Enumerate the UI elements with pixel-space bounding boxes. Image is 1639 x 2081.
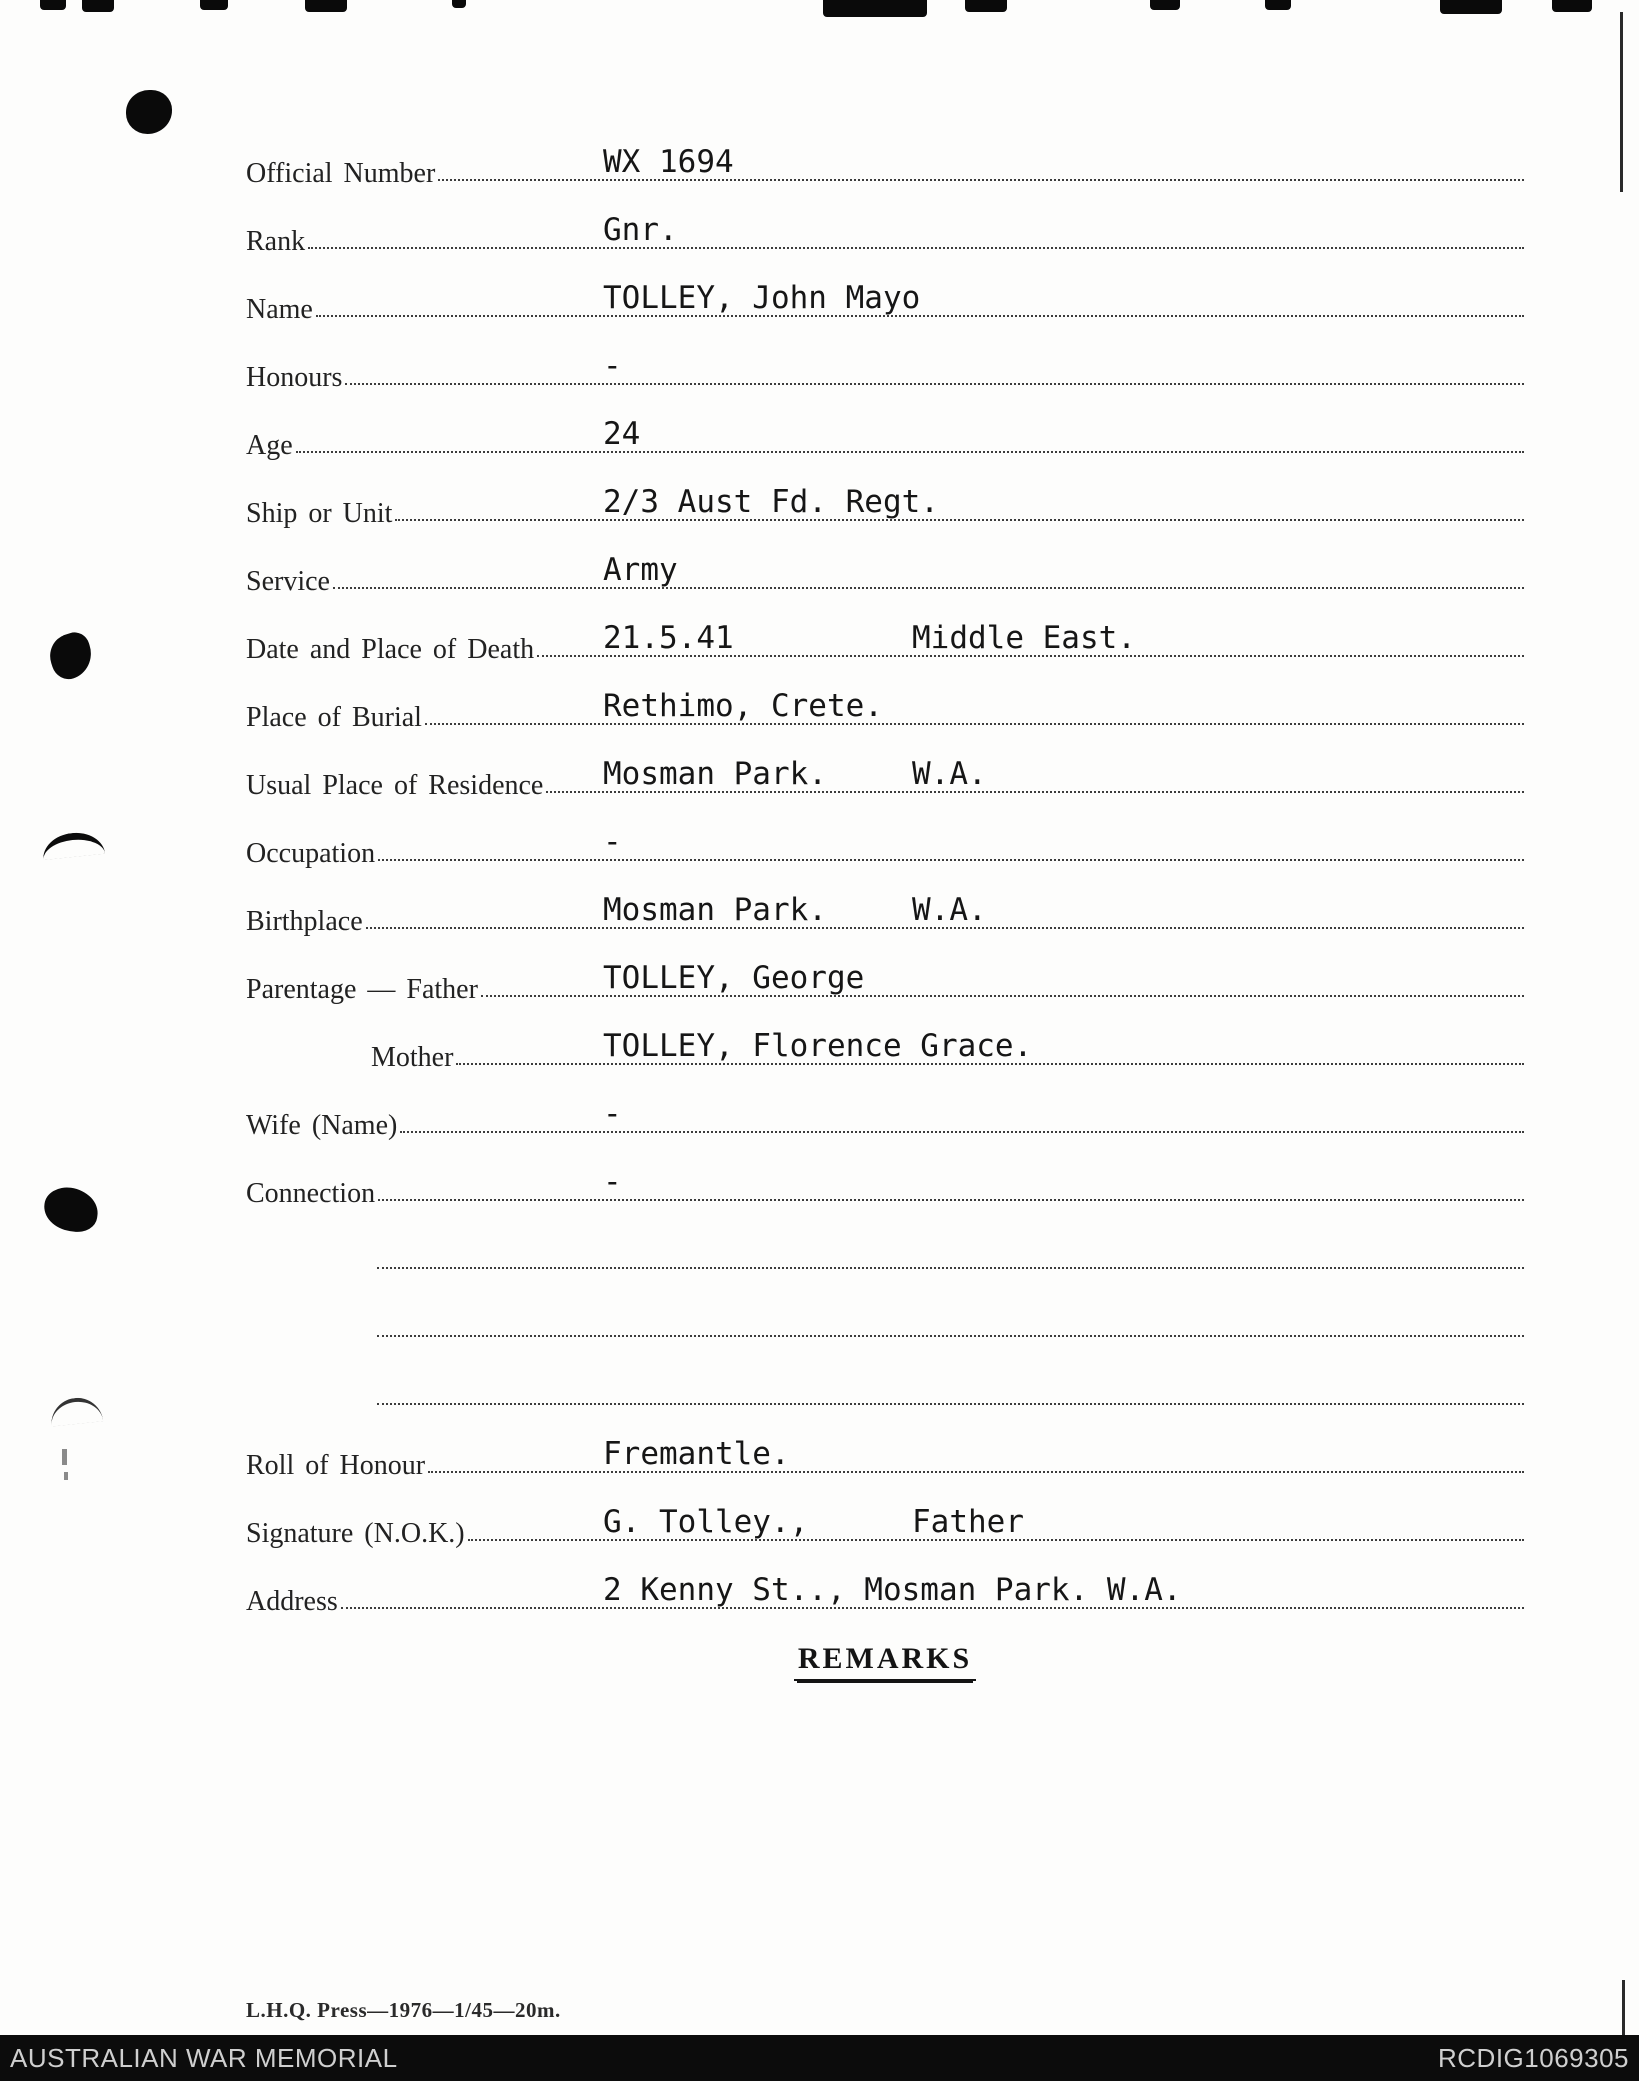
film-mark [823, 0, 927, 17]
dotted-leader [428, 1471, 1524, 1473]
field-value-secondary: W.A. [912, 892, 987, 928]
field-label: Date and Place of Death [246, 633, 535, 665]
form-row [246, 460, 1524, 528]
archive-footer-bar [0, 2035, 1639, 2081]
film-mark [305, 0, 347, 12]
field-label: Official Number [246, 157, 436, 189]
field-value: - [603, 824, 622, 860]
dotted-leader [296, 451, 1524, 453]
field-label: Wife (Name) [246, 1109, 398, 1141]
ink-smudge [41, 830, 105, 860]
ink-blot [44, 629, 98, 684]
form-row [246, 324, 1524, 392]
field-value: 21.5.41 [603, 620, 734, 656]
field-value: 24 [603, 416, 641, 452]
pencil-mark [64, 1472, 68, 1480]
dotted-leader [377, 1267, 1524, 1269]
dotted-leader [333, 587, 1524, 589]
field-label: Occupation [246, 837, 376, 869]
form-row [246, 664, 1524, 732]
pencil-mark [62, 1449, 67, 1465]
field-label: Age [246, 429, 293, 461]
form-row [246, 1548, 1524, 1616]
field-label: Ship or Unit [246, 497, 393, 529]
film-mark [1265, 0, 1291, 10]
field-value: Army [603, 552, 678, 588]
field-value: - [603, 1164, 622, 1200]
form-row [246, 188, 1524, 256]
field-label: Place of Burial [246, 701, 422, 733]
field-value: G. Tolley., [603, 1504, 809, 1540]
field-value-secondary: W.A. [912, 756, 987, 792]
dotted-leader [378, 859, 1524, 861]
field-value: TOLLEY, Florence Grace. [603, 1028, 1033, 1064]
field-label: Connection [246, 1177, 376, 1209]
field-value-secondary: Middle East. [912, 620, 1136, 656]
film-mark [200, 0, 228, 10]
ink-blot [126, 90, 172, 134]
field-label: Roll of Honour [246, 1449, 426, 1481]
field-value: - [603, 1096, 622, 1132]
form-row [246, 120, 1524, 188]
casualty-form [246, 120, 1524, 1681]
form-row [246, 256, 1524, 324]
film-mark [452, 0, 466, 8]
form-row [246, 936, 1524, 1004]
form-row [246, 1480, 1524, 1548]
printers-imprint: L.H.Q. Press—1976—1/45—20m. [246, 1998, 561, 2022]
form-row [246, 1412, 1524, 1480]
field-label: Honours [246, 361, 343, 393]
form-row [246, 1276, 1524, 1344]
form-row [246, 1344, 1524, 1412]
form-row [246, 596, 1524, 664]
dotted-leader [308, 247, 1524, 249]
field-value: Fremantle. [603, 1436, 790, 1472]
film-mark [1150, 0, 1180, 10]
field-label: Birthplace [246, 905, 363, 937]
field-value: Rethimo, Crete. [603, 688, 883, 724]
field-value: Mosman Park. [603, 756, 827, 792]
form-row [246, 1004, 1524, 1072]
field-value: 2/3 Aust Fd. Regt. [603, 484, 939, 520]
field-value-secondary: Father [912, 1504, 1024, 1540]
ink-blot [41, 1184, 100, 1234]
form-rows [246, 120, 1524, 1616]
dotted-leader [425, 723, 1524, 725]
archive-reference-id: RCDIG1069305 [1438, 2042, 1629, 2073]
dotted-leader [400, 1131, 1524, 1133]
film-mark [40, 0, 66, 10]
dotted-leader [377, 1403, 1524, 1405]
form-row [246, 868, 1524, 936]
form-row [246, 392, 1524, 460]
field-label: Name [246, 293, 313, 325]
dotted-leader [395, 519, 1524, 521]
form-row [246, 1208, 1524, 1276]
film-edge-line [1620, 12, 1623, 192]
dotted-leader [377, 1335, 1524, 1337]
field-value: TOLLEY, George [603, 960, 865, 996]
form-row [246, 800, 1524, 868]
field-label: Mother [371, 1041, 454, 1073]
field-value: Gnr. [603, 212, 678, 248]
field-value: WX 1694 [603, 144, 734, 180]
form-row [246, 1140, 1524, 1208]
form-row [246, 732, 1524, 800]
field-value: - [603, 348, 622, 384]
field-label: Parentage — Father [246, 973, 478, 1005]
film-mark [965, 0, 1007, 12]
dotted-leader [378, 1199, 1524, 1201]
film-mark [1440, 0, 1502, 14]
field-label: Rank [246, 225, 306, 257]
film-mark [82, 0, 114, 12]
remarks-heading: REMARKS [794, 1642, 976, 1681]
field-label: Address [246, 1585, 338, 1617]
form-row [246, 528, 1524, 596]
dotted-leader [345, 383, 1524, 385]
remarks-section [246, 1642, 1524, 1681]
form-row [246, 1072, 1524, 1140]
field-label: Service [246, 565, 330, 597]
film-mark [1552, 0, 1592, 12]
dotted-leader [438, 179, 1524, 181]
field-label: Usual Place of Residence [246, 769, 544, 801]
ink-smudge [49, 1395, 103, 1426]
archive-source-label: AUSTRALIAN WAR MEMORIAL [10, 2042, 398, 2073]
field-label: Signature (N.O.K.) [246, 1517, 465, 1549]
field-value: 2 Kenny St.., Mosman Park. W.A. [603, 1572, 1182, 1608]
field-value: TOLLEY, John Mayo [603, 280, 921, 316]
field-value: Mosman Park. [603, 892, 827, 928]
